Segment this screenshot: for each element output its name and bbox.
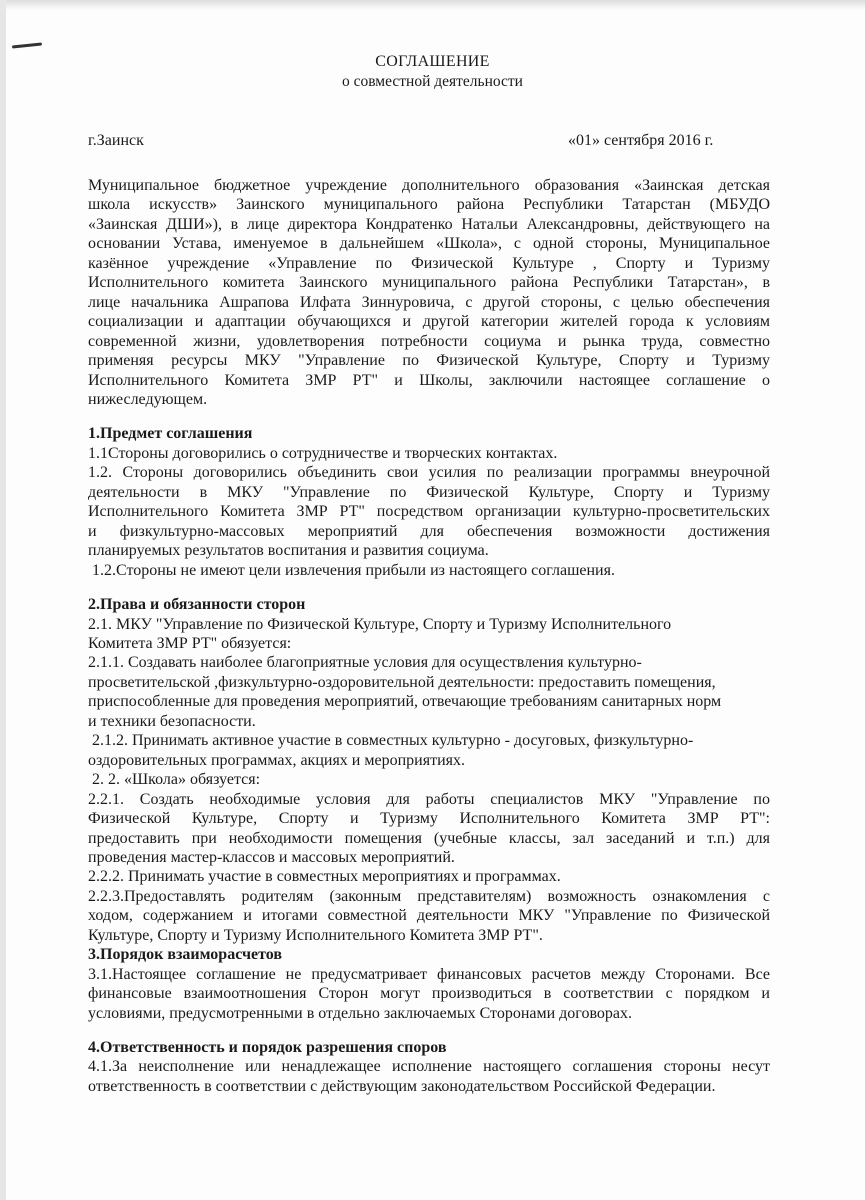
text-line: нижеследующем. [88, 390, 208, 408]
text-line: лице начальника Ашрапова Илфата Зиннуровича, с другой стороны, с целью обеспечения [88, 293, 770, 311]
paragraph-gap [88, 1023, 770, 1038]
paragraph-gap [88, 580, 770, 595]
text-line: 1.1Стороны договорились о сотрудничестве и творческих контактах. [88, 444, 558, 462]
text-line: 2.1.2. Принимать активное участие в совместных культурно - досуговых, физкультурно- [88, 732, 694, 750]
document-subtitle: о совместной деятельности [342, 73, 523, 90]
paragraph [88, 444, 770, 463]
text-line: 4.1.За неисполнение или ненадлежащее исполнение настоящего соглашения стороны несут [88, 1058, 770, 1076]
text-line: Муниципальное бюджетное учреждение дополнительного образования «Заинская детская [88, 177, 770, 194]
pen-mark [12, 42, 42, 48]
text-line: проведения мастер-классов и массовых мероприятий. [88, 848, 455, 866]
paragraph [88, 887, 770, 945]
paragraph [88, 463, 770, 560]
document-body [88, 176, 770, 1096]
text-line: Исполнительного Комитета ЗМР РТ" посредством организации культурно-просветительских [88, 503, 770, 521]
text-line: применяя ресурсы МКУ "Управление по Физической Культуре, Спорту и Туризму [88, 352, 770, 370]
text-line: Исполнительного комитета Заинского муниципального района Республики Татарстан», в [88, 274, 770, 292]
text-line: и физкультурно-массовых мероприятий для обеспечения возможности достижения [88, 522, 770, 540]
paragraph-gap [88, 409, 770, 424]
text-line: 4.Ответственность и порядок разрешения споров [88, 1039, 447, 1057]
text-line: 1.2. Стороны договорились объединить свои усилия по реализации программы внеурочной [88, 464, 770, 482]
text-line: предоставить при необходимости помещения (учебные классы, зал заседаний и т.п.) для [88, 829, 770, 847]
text-line: финансовые взаимоотношения Сторон могут производиться в соответствии с порядком и [88, 985, 770, 1003]
text-line: Физической Культуре, Спорту и Туризму Исполнительного Комитета ЗМР РТ": [88, 810, 770, 828]
text-line: оздоровительных программах, акциях и мероприятиях. [88, 751, 465, 769]
text-line: 2.2.3.Предоставлять родителям (законным представителям) возможность ознакомления с [88, 887, 770, 905]
document-title: СОГЛАШЕНИЕ [375, 53, 490, 70]
text-line: Культуре, Спорту и Туризму Исполнительного Комитета ЗМР РТ". [88, 926, 543, 944]
text-line: Комитета ЗМР РТ" обязуется: [88, 634, 292, 652]
paragraph [88, 867, 770, 886]
text-line: «Заинская ДШИ»), в лице директора Кондратенко Натальи Александровны, действующего на [88, 215, 770, 233]
section-heading [88, 595, 770, 614]
text-line: условиями, предусмотренными в отдельно заключаемых Сторонами договорах. [88, 1004, 633, 1022]
text-line: социализации и адаптации обучающихся и другой категории жителей города к условиям [88, 313, 770, 331]
text-line: 2.1.1. Создавать наиболее благоприятные условия для осуществления культурно- [88, 654, 642, 672]
text-line: Исполнительного Комитета ЗМР РТ" и Школы, заключили настоящее соглашение о [88, 371, 770, 389]
text-line: 2.Права и обязанности сторон [88, 596, 306, 614]
text-line: и техники безопасности. [88, 712, 256, 730]
text-line: 2.1. МКУ "Управление по Физической Культуре, Спорту и Туризму Исполнительного [88, 615, 672, 633]
text-line: планируемых результатов воспитания и развития социума. [88, 542, 489, 560]
agreement-date: «01» сентября 2016 г. [568, 132, 714, 149]
text-line: 3.Порядок взаиморасчетов [88, 946, 282, 964]
text-line: 3.1.Настоящее соглашение не предусматривает финансовых расчетов между Сторонами. Все [88, 965, 770, 983]
text-line: 2.2.2. Принимать участие в совместных мероприятиях и программах. [88, 868, 561, 886]
paragraph [88, 176, 770, 409]
city: г.Заинск [88, 132, 144, 149]
paragraph [88, 615, 770, 790]
text-line: деятельности в МКУ "Управление по Физической Культуре, Спорту и Туризму [88, 483, 770, 501]
text-line: ходом, содержанием и итогами совместной деятельности МКУ "Управление по Физической [88, 907, 770, 925]
scan-left-edge [0, 0, 6, 1200]
text-line: 1.2.Стороны не имеют цели извлечения прибыли из настоящего соглашения. [88, 561, 615, 579]
text-line: приспособленные для проведения мероприятий, отвечающие требованиям санитарных норм [88, 693, 722, 711]
text-line: 2. 2. «Школа» обязуется: [88, 771, 261, 789]
section-heading [88, 1038, 770, 1057]
text-line: школа искусств» Заинского муниципального района Республики Татарстан (МБУДО [88, 196, 770, 214]
section-heading [88, 945, 770, 964]
text-line: 1.Предмет соглашения [88, 425, 253, 443]
text-line: современной жизни, удовлетворения потребности социума и рынка труда, совместно [88, 332, 770, 350]
text-line: 2.2.1. Создать необходимые условия для работы специалистов МКУ "Управление по [88, 790, 770, 808]
text-line: основании Устава, именуемое в дальнейшем «Школа», с одной стороны, Муниципальное [88, 235, 770, 253]
paragraph [88, 965, 770, 1023]
section-heading [88, 424, 770, 443]
text-line: казённое учреждение «Управление по Физической Культуре , Спорту и Туризму [88, 254, 770, 272]
text-line: ответственность в соответствии с действующим законодательством Российской Федерации. [88, 1077, 716, 1095]
scan-top-edge [0, 0, 865, 10]
paragraph [88, 1057, 770, 1096]
paragraph [88, 561, 770, 580]
text-line: просветительской ,физкультурно-оздоровительной деятельности: предоставить помещения, [88, 673, 716, 691]
paragraph [88, 790, 770, 868]
